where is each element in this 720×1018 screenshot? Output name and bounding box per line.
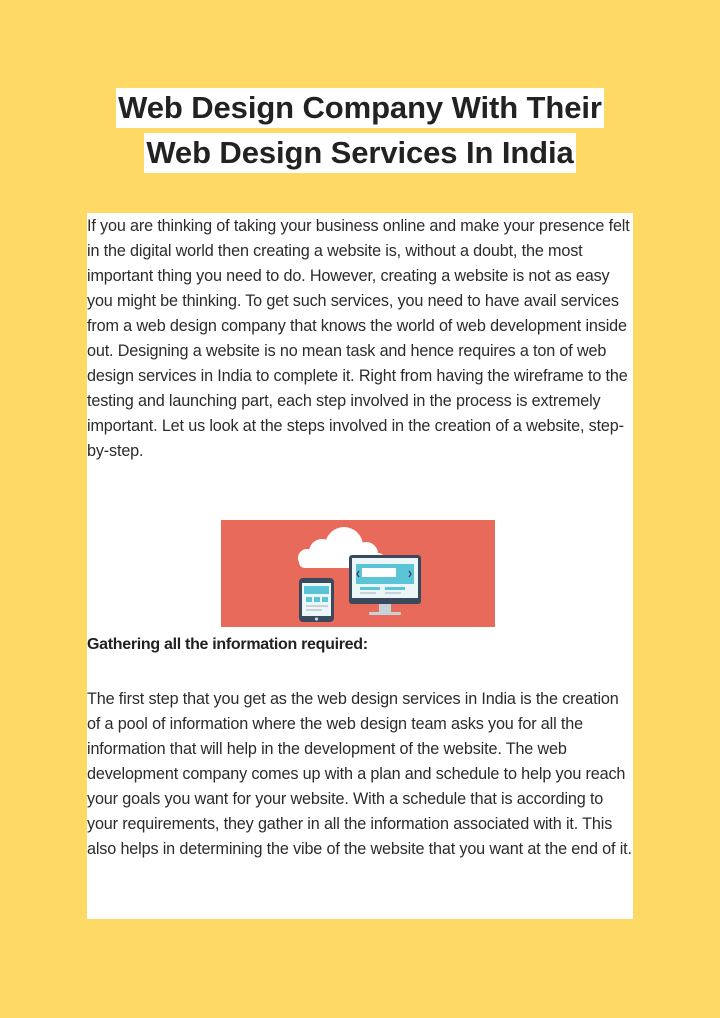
intro-paragraph: If you are thinking of taking your business online and make your presence felt in the digital world then creating a website is, without a doubt, the most important thing you need to do. However, creating a website is not as easy you might be thinking. To get such services, you need to have avail services from a web design company that knows the world of web development inside out. Designing a website is no mean task and hence requires a ton of web design services in India to complete it. Right from having the wireframe to the testing and launching part, each step involved in the process is extremely important. Let us look at the steps involved in the creation of a website, step-by-step.	[87, 217, 630, 460]
page-title-line-2: Web Design Services In India	[144, 133, 575, 173]
section-paragraph: The first step that you get as the web design services in India is the creation of a pool of information where the web design team asks you for all the information that will help in the development of the website. The web development company comes up with a plan and schedule to help you reach your goals you want for your website. With a schedule that is according to your requirements, they gather in all the information associated with it. This also helps in determining the vibe of the website that you want at the end of it.	[87, 690, 632, 858]
page-title	[0, 86, 720, 176]
article-body	[87, 213, 633, 919]
section-heading: Gathering all the information required:	[87, 636, 368, 653]
web-design-illustration	[221, 520, 495, 627]
mobile-phone-icon	[299, 578, 334, 622]
page-title-line-1: Web Design Company With Their	[116, 88, 604, 128]
